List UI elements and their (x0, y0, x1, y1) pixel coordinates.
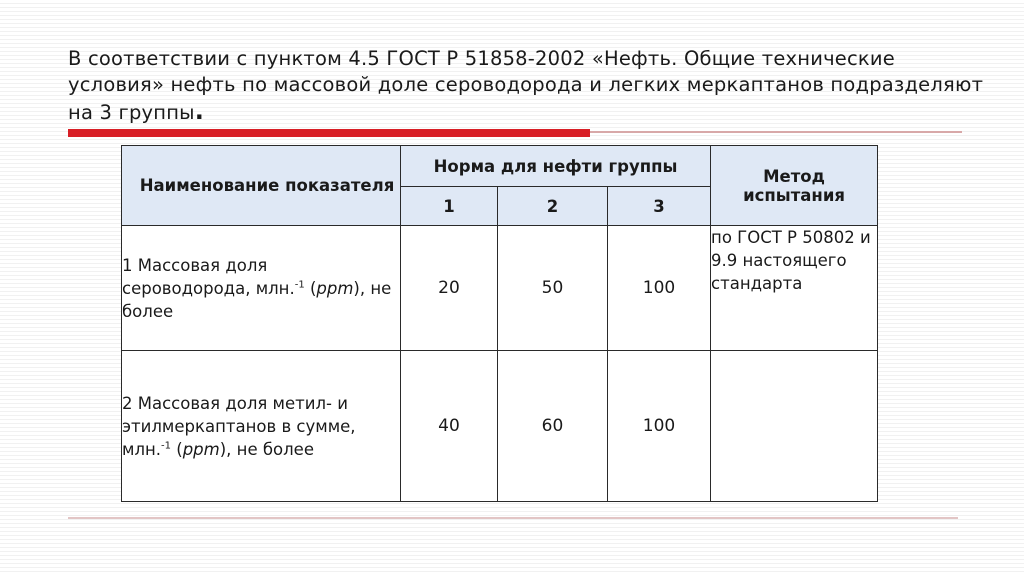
value-group-2: 50 (498, 226, 608, 351)
header-row-top (122, 146, 878, 187)
unit-exponent: -1 (161, 440, 172, 451)
header-group-1: 1 (401, 187, 498, 226)
value-group-3: 100 (608, 351, 711, 502)
header-test-method: Метод испытания (711, 146, 878, 226)
unit-ppm: ppm (316, 278, 354, 298)
test-method-cell: по ГОСТ Р 50802 и 9.9 настоящего стандарта (711, 226, 878, 351)
intro-text: В соответствии с пунктом 4.5 ГОСТ Р 51858-2002 «Нефть. Общие технические условия» нефть по массовой доле сероводорода и легких меркаптанов подразделяют на 3 группы (68, 47, 984, 124)
header-group-3: 3 (608, 187, 711, 226)
header-group-2: 2 (498, 187, 608, 226)
table-row (122, 226, 878, 351)
intro-period: . (194, 97, 205, 125)
accent-divider-red (68, 129, 590, 137)
unit-exponent: -1 (294, 279, 305, 290)
intro-paragraph (68, 46, 988, 126)
table-header (122, 146, 878, 226)
value-group-1: 20 (401, 226, 498, 351)
accent-divider-gray (590, 131, 962, 133)
header-norm-group: Норма для нефти группы (401, 146, 711, 187)
value-group-3: 100 (608, 226, 711, 351)
value-group-2: 60 (498, 351, 608, 502)
unit-ppm: ppm (182, 439, 220, 459)
indicator-name-cell: 1 Массовая доля сероводорода, млн.$^{-1}$ (ppm), не более (122, 226, 401, 351)
header-indicator-name: Наименование показателя (122, 146, 401, 226)
value-group-1: 40 (401, 351, 498, 502)
test-method-cell (711, 351, 878, 502)
table-row (122, 351, 878, 502)
footer-divider (68, 517, 958, 519)
norms-table (121, 145, 878, 502)
indicator-name-cell: 2 Массовая доля метил- и этилмеркаптанов в сумме, млн.$^{-1}$ (ppm), не более (122, 351, 401, 502)
